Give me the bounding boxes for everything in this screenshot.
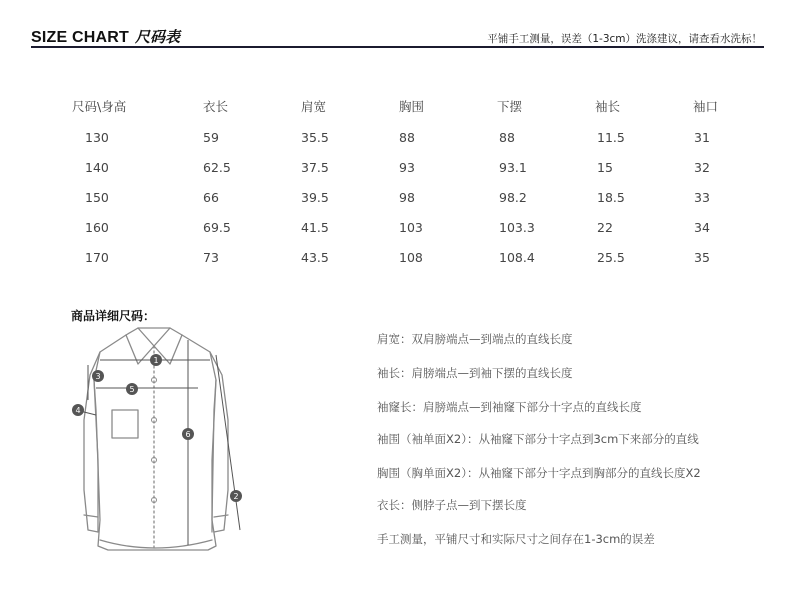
table-cell: 31: [694, 130, 710, 145]
marker-1-label: 1: [153, 356, 159, 365]
marker-6-label: 6: [185, 430, 191, 439]
table-cell: 39.5: [301, 190, 329, 205]
title-en: SIZE CHART: [31, 29, 129, 46]
shirt-drawing: [60, 320, 260, 580]
note-item: 胸围（胸单面X2）：从袖窿下部分十字点到胸部分的直线长度X2: [377, 466, 701, 480]
table-cell: 88: [399, 130, 415, 145]
title-cn: 尺码表: [135, 28, 181, 46]
table-cell: 15: [597, 160, 613, 175]
table-cell: 73: [203, 250, 219, 265]
table-cell: 93.1: [499, 160, 527, 175]
table-cell: 150: [85, 190, 109, 205]
measurement-note: 平铺手工测量，误差（1-3cm）洗涤建议，请查看水洗标！: [487, 33, 762, 45]
table-cell: 41.5: [301, 220, 329, 235]
table-cell: 35: [694, 250, 710, 265]
column-header: 袖长: [595, 99, 621, 114]
table-cell: 59: [203, 130, 219, 145]
shirt-measurement-diagram: [60, 320, 260, 580]
table-cell: 62.5: [203, 160, 231, 175]
column-header: 下摆: [497, 99, 523, 114]
marker-5-label: 5: [129, 385, 135, 394]
table-cell: 35.5: [301, 130, 329, 145]
note-item: 袖窿长：肩膀端点—到袖窿下部分十字点的直线长度: [377, 400, 642, 414]
table-cell: 108.4: [499, 250, 535, 265]
column-header: 尺码\身高: [72, 99, 127, 114]
column-header: 袖口: [693, 99, 719, 114]
table-cell: 11.5: [597, 130, 625, 145]
note-item: 肩宽：双肩膀端点—到端点的直线长度: [377, 332, 573, 346]
table-cell: 130: [85, 130, 109, 145]
table-cell: 93: [399, 160, 415, 175]
table-cell: 69.5: [203, 220, 231, 235]
table-cell: 170: [85, 250, 109, 265]
table-cell: 37.5: [301, 160, 329, 175]
column-header: 肩宽: [301, 99, 327, 114]
collar-back: [126, 328, 182, 335]
table-cell: 25.5: [597, 250, 625, 265]
table-cell: 88: [499, 130, 515, 145]
table-cell: 98.2: [499, 190, 527, 205]
table-cell: 18.5: [597, 190, 625, 205]
chest-pocket: [112, 410, 138, 438]
table-cell: 103.3: [499, 220, 535, 235]
details-title: 商品详细尺码：: [71, 309, 156, 323]
shirt-body-outline: [94, 335, 216, 550]
table-cell: 22: [597, 220, 613, 235]
note-item: 手工测量，平铺尺寸和实际尺寸之间存在1-3cm的误差: [377, 532, 655, 546]
note-item: 袖长：肩膀端点—到袖下摆的直线长度: [377, 366, 573, 380]
table-cell: 140: [85, 160, 109, 175]
note-item: 袖围（袖单面X2）：从袖窿下部分十字点到3cm下来部分的直线: [377, 432, 699, 446]
size-table: [0, 0, 790, 280]
table-cell: 33: [694, 190, 710, 205]
column-header: 胸围: [399, 99, 425, 114]
hem-curve: [100, 540, 212, 548]
sleeve-length-line: [216, 355, 240, 530]
table-cell: 108: [399, 250, 423, 265]
marker-2-label: 2: [233, 492, 239, 501]
table-cell: 34: [694, 220, 710, 235]
marker-4-label: 4: [75, 406, 81, 415]
table-cell: 43.5: [301, 250, 329, 265]
table-cell: 160: [85, 220, 109, 235]
note-item: 衣长：侧脖子点—到下摆长度: [377, 498, 527, 512]
marker-3-label: 3: [95, 372, 101, 381]
collar-inner: [138, 328, 170, 346]
table-cell: 103: [399, 220, 423, 235]
table-cell: 66: [203, 190, 219, 205]
table-cell: 98: [399, 190, 415, 205]
table-cell: 32: [694, 160, 710, 175]
column-header: 衣长: [203, 99, 229, 114]
